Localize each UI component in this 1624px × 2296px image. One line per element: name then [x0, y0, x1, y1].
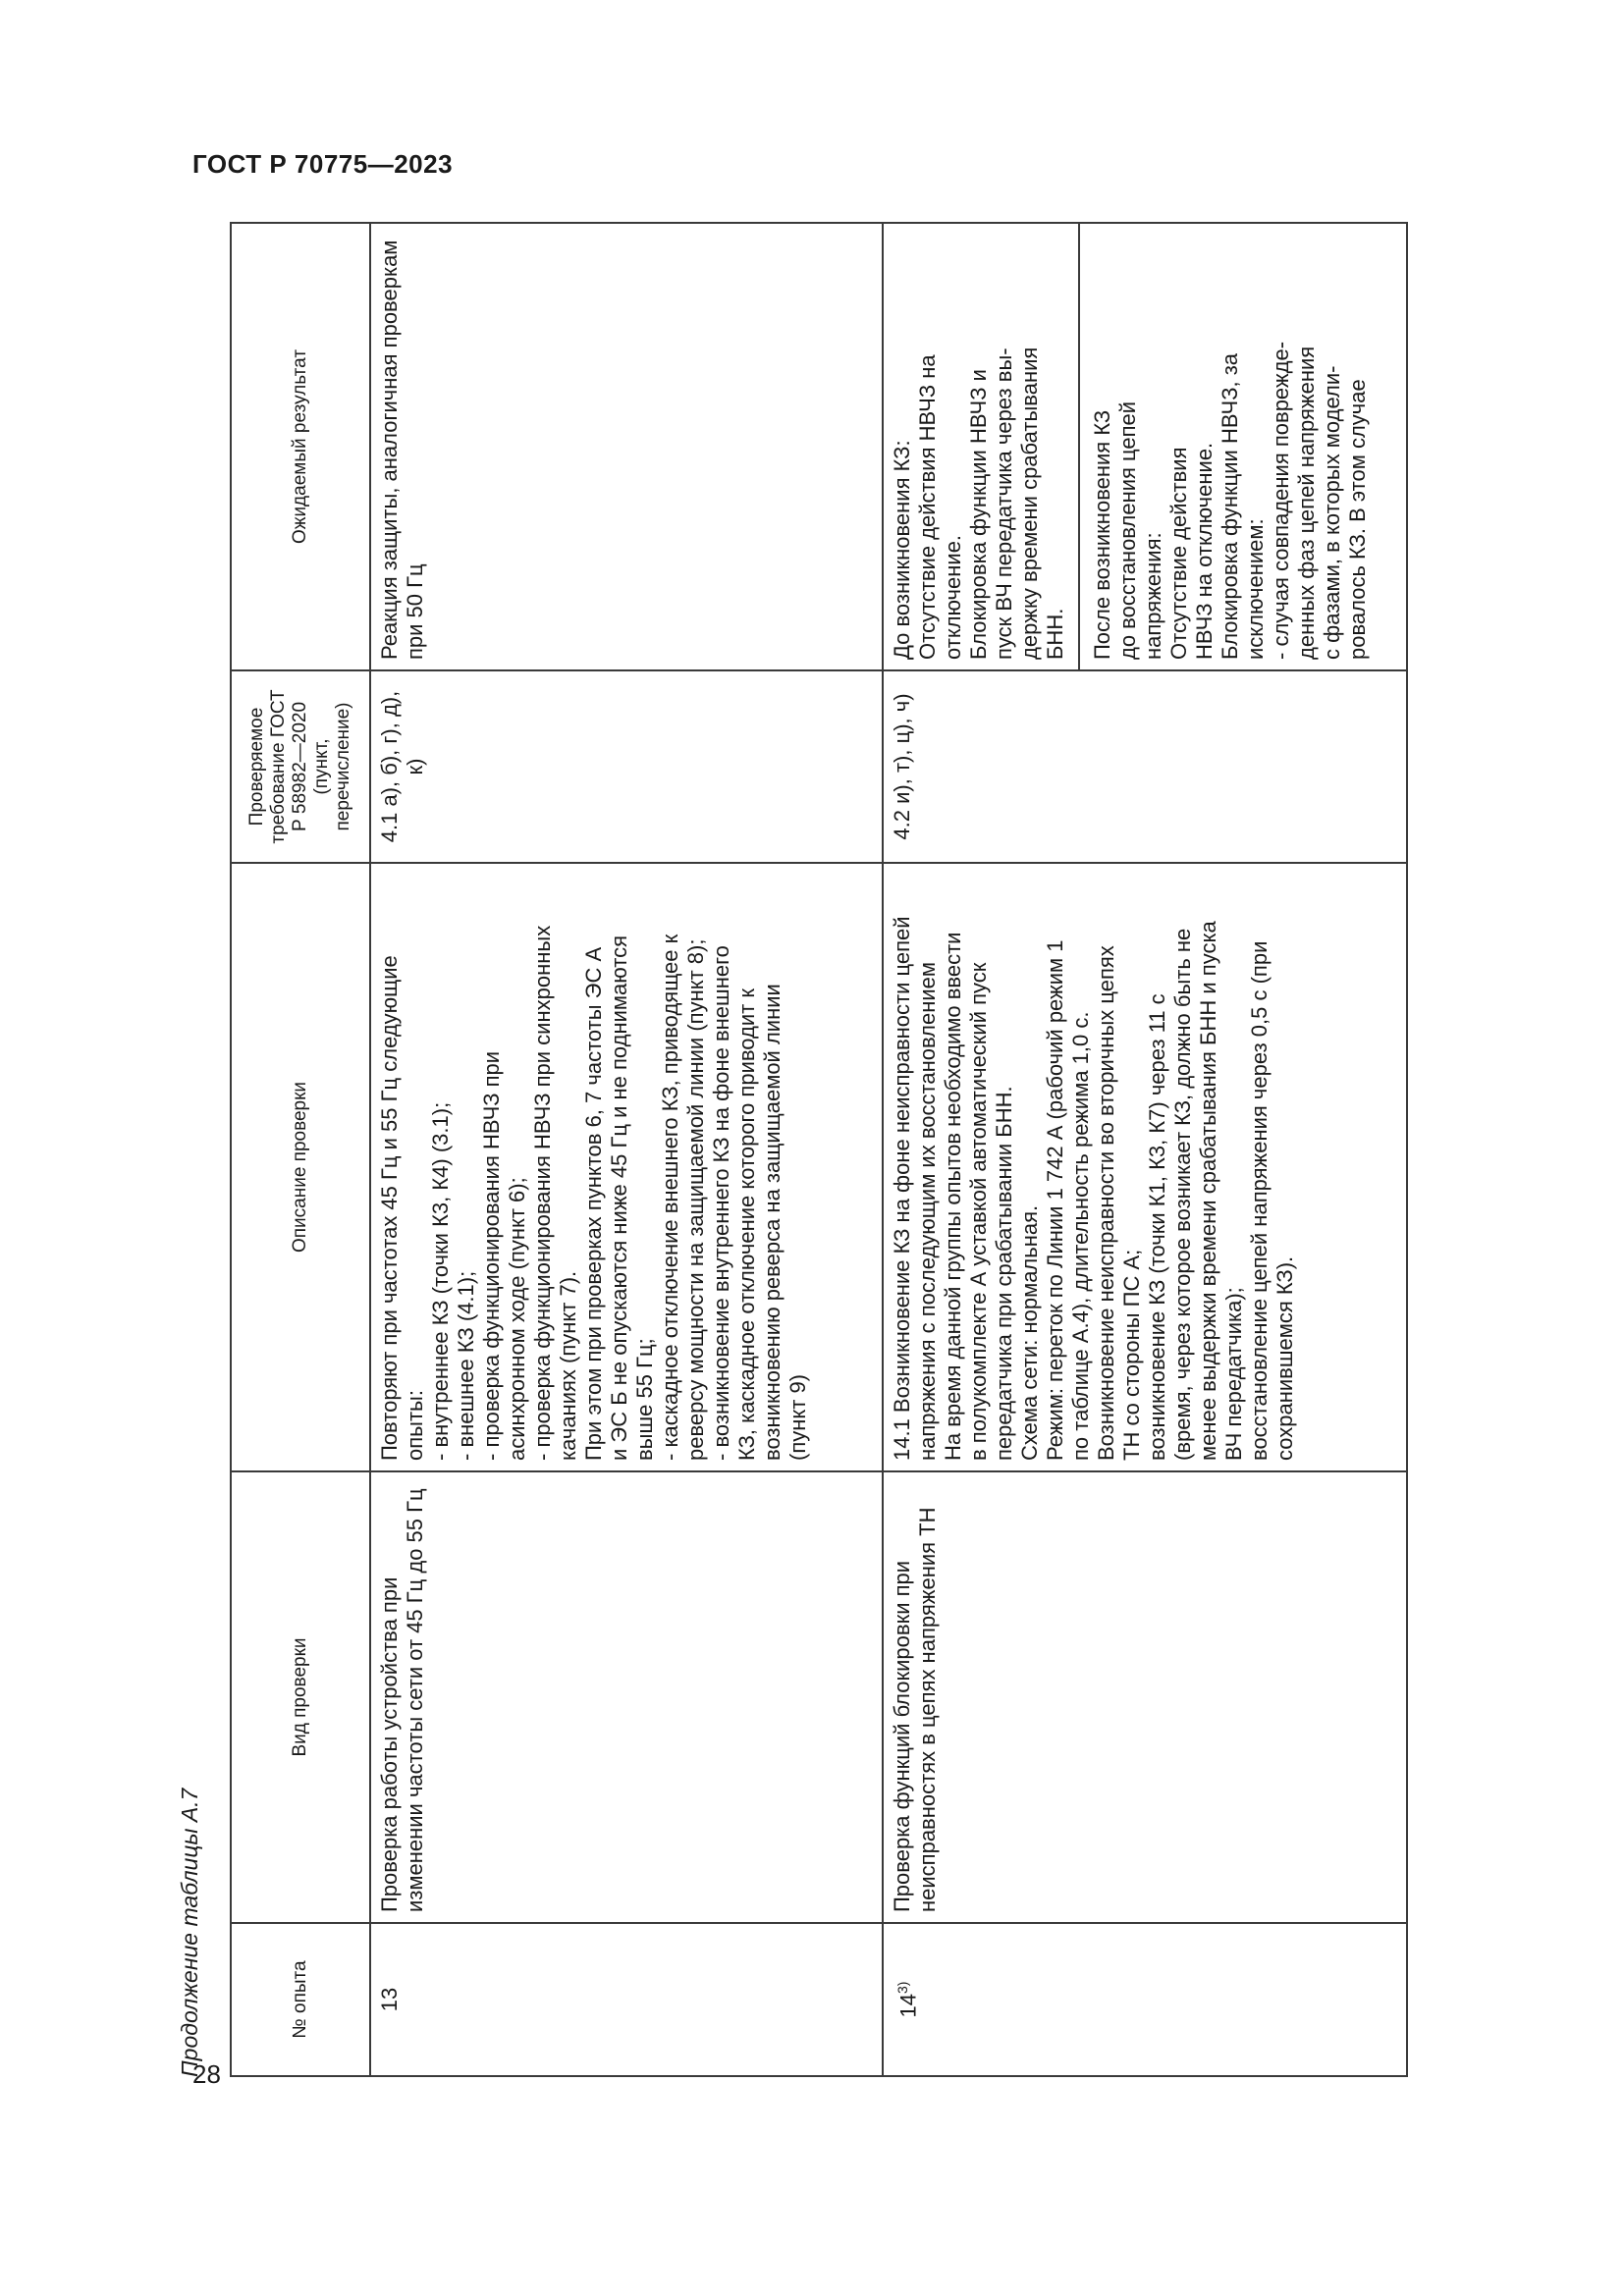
result-line: Отсутствие действия НВЧЗ на [915, 354, 940, 660]
rotated-table-area [177, 224, 1465, 2077]
description-line: - проверка функционирования НВЧЗ при синхронных [530, 925, 555, 1461]
table-header-row [231, 223, 370, 2076]
description-line: в полукомплекте А уставкой автоматический пуск [966, 962, 991, 1461]
description-line: передатчика при срабатывании БНН. [992, 1086, 1016, 1461]
footnote-mark: 3) [894, 1981, 910, 1994]
result-line: ровалось КЗ. В этом случае [1345, 379, 1370, 660]
row-kind: Проверка функций блокировки при неисправностях в цепях напряжения ТН [883, 1471, 1407, 1923]
description-line: сохранившемся КЗ). [1272, 1255, 1297, 1461]
result-line: пуск ВЧ передатчика через вы- [992, 347, 1016, 660]
result-line: с фазами, в которых модели- [1320, 365, 1344, 660]
row-number-value: 14 [895, 1993, 921, 2018]
result-line: НВЧЗ на отключение. [1192, 442, 1217, 660]
result-line: - случая совпадения поврежде- [1269, 341, 1293, 660]
table-caption: Продолжение таблицы А.7 [177, 1788, 202, 2077]
description-line: КЗ, каскадное отключение которого приводит к [734, 988, 759, 1461]
result-line: Блокировка функции НВЧЗ и [966, 369, 991, 660]
description-line: выше 55 Гц; [632, 1338, 657, 1461]
row-result [883, 223, 1407, 670]
result-line: напряжения: [1141, 532, 1165, 660]
column-header-result: Ожидаемый результат [231, 223, 370, 670]
description-line: качаниях (пункт 7). [556, 1270, 580, 1461]
result-line: денных фаз цепей напряжения [1294, 346, 1319, 660]
description-line: возникновению реверса на защищаемой линии [760, 984, 785, 1461]
result-line: БНН. [1043, 608, 1067, 660]
description-line: напряжения с последующим их восстановлением [915, 961, 940, 1461]
result-line: до восстановления цепей [1115, 400, 1140, 660]
row-description [883, 863, 1407, 1471]
result-line: отключение. [941, 534, 965, 660]
row-description [370, 863, 883, 1471]
table-row [883, 223, 1407, 2076]
description-line: опыты: [403, 1390, 427, 1461]
row-number: 13 [370, 1923, 883, 2076]
description-line: При этом при проверках пунктов 6, 7 частоты ЭС А [581, 946, 606, 1461]
description-line: восстановление цепей напряжения через 0,5 с (при [1247, 940, 1272, 1461]
description-line: и ЭС Б не опускаются ниже 45 Гц и не поднимаются [607, 934, 631, 1461]
column-header-number: № опыта [231, 1923, 370, 2076]
description-line: Режим: переток по Линии 1 742 А (рабочий режим 1 [1043, 939, 1067, 1461]
table-row [370, 223, 883, 2076]
description-line: ВЧ передатчика); [1221, 1287, 1246, 1461]
row-requirement: 4.2 и), т), ц), ч) [883, 670, 1407, 863]
result-after-fault [1080, 224, 1377, 669]
result-line: держку времени срабатывания [1017, 347, 1042, 660]
description-line: На время данной группы опытов необходимо ввести [941, 932, 965, 1461]
description-line: Возникновение неисправности во вторичных цепях [1094, 945, 1118, 1461]
document-code: ГОСТ Р 70775—2023 [192, 149, 454, 179]
description-line: 14.1 Возникновение КЗ на фоне неисправности цепей [890, 916, 914, 1461]
row-number [883, 1923, 1407, 2076]
description-line: (пункт 9) [785, 1373, 810, 1461]
column-header-kind: Вид проверки [231, 1471, 370, 1923]
description-line: возникновение КЗ (точки К1, К3, К7) через 11 с [1145, 993, 1169, 1461]
description-line: Схема сети: нормальная. [1017, 1204, 1042, 1461]
column-header-description: Описание проверки [231, 863, 370, 1471]
description-line: ТН со стороны ПС А; [1119, 1249, 1144, 1461]
page-number: 28 [192, 2059, 221, 2089]
row-kind: Проверка работы устройства при изменении частоты сети от 45 Гц до 55 Гц [370, 1471, 883, 1923]
result-before-fault [884, 224, 1080, 669]
description-line: менее выдержки времени срабатывания БНН и пуска [1196, 921, 1220, 1461]
row-result: Реакция защиты, аналогичная проверкам при 50 Гц [370, 223, 883, 670]
result-line: исключением: [1243, 518, 1268, 660]
description-line: реверсу мощности на защищаемой линии (пункт 8); [683, 938, 708, 1461]
description-line: - внутреннее КЗ (точки К3, К4) (3.1); [428, 1101, 453, 1461]
description-line: Повторяют при частотах 45 Гц и 55 Гц следующие [377, 955, 402, 1461]
result-line: Блокировка функции НВЧЗ, за [1218, 352, 1242, 660]
column-header-requirement: Проверяемое требование ГОСТ Р 58982—2020 (пункт, перечисление) [231, 670, 370, 863]
description-line: (время, через которое возникает КЗ, должно быть не [1170, 928, 1195, 1461]
description-line: асинхронном ходе (пункт 6); [505, 1177, 529, 1461]
description-line: - внешнее КЗ (4.1); [454, 1270, 478, 1461]
result-line: Отсутствие действия [1166, 447, 1191, 660]
description-line: - возникновение внутреннего КЗ на фоне внешнего [709, 945, 733, 1461]
description-line: - проверка функционирования НВЧЗ при [479, 1050, 504, 1461]
test-table [230, 222, 1408, 2077]
row-requirement: 4.1 а), б), г), д), к) [370, 670, 883, 863]
result-line: После возникновения КЗ [1090, 409, 1114, 660]
description-line: по таблице А.4), длительность режима 1,0 с. [1068, 1011, 1093, 1461]
description-line: - каскадное отключение внешнего КЗ, приводящее к [658, 934, 682, 1461]
result-line: До возникновения КЗ: [890, 440, 914, 660]
